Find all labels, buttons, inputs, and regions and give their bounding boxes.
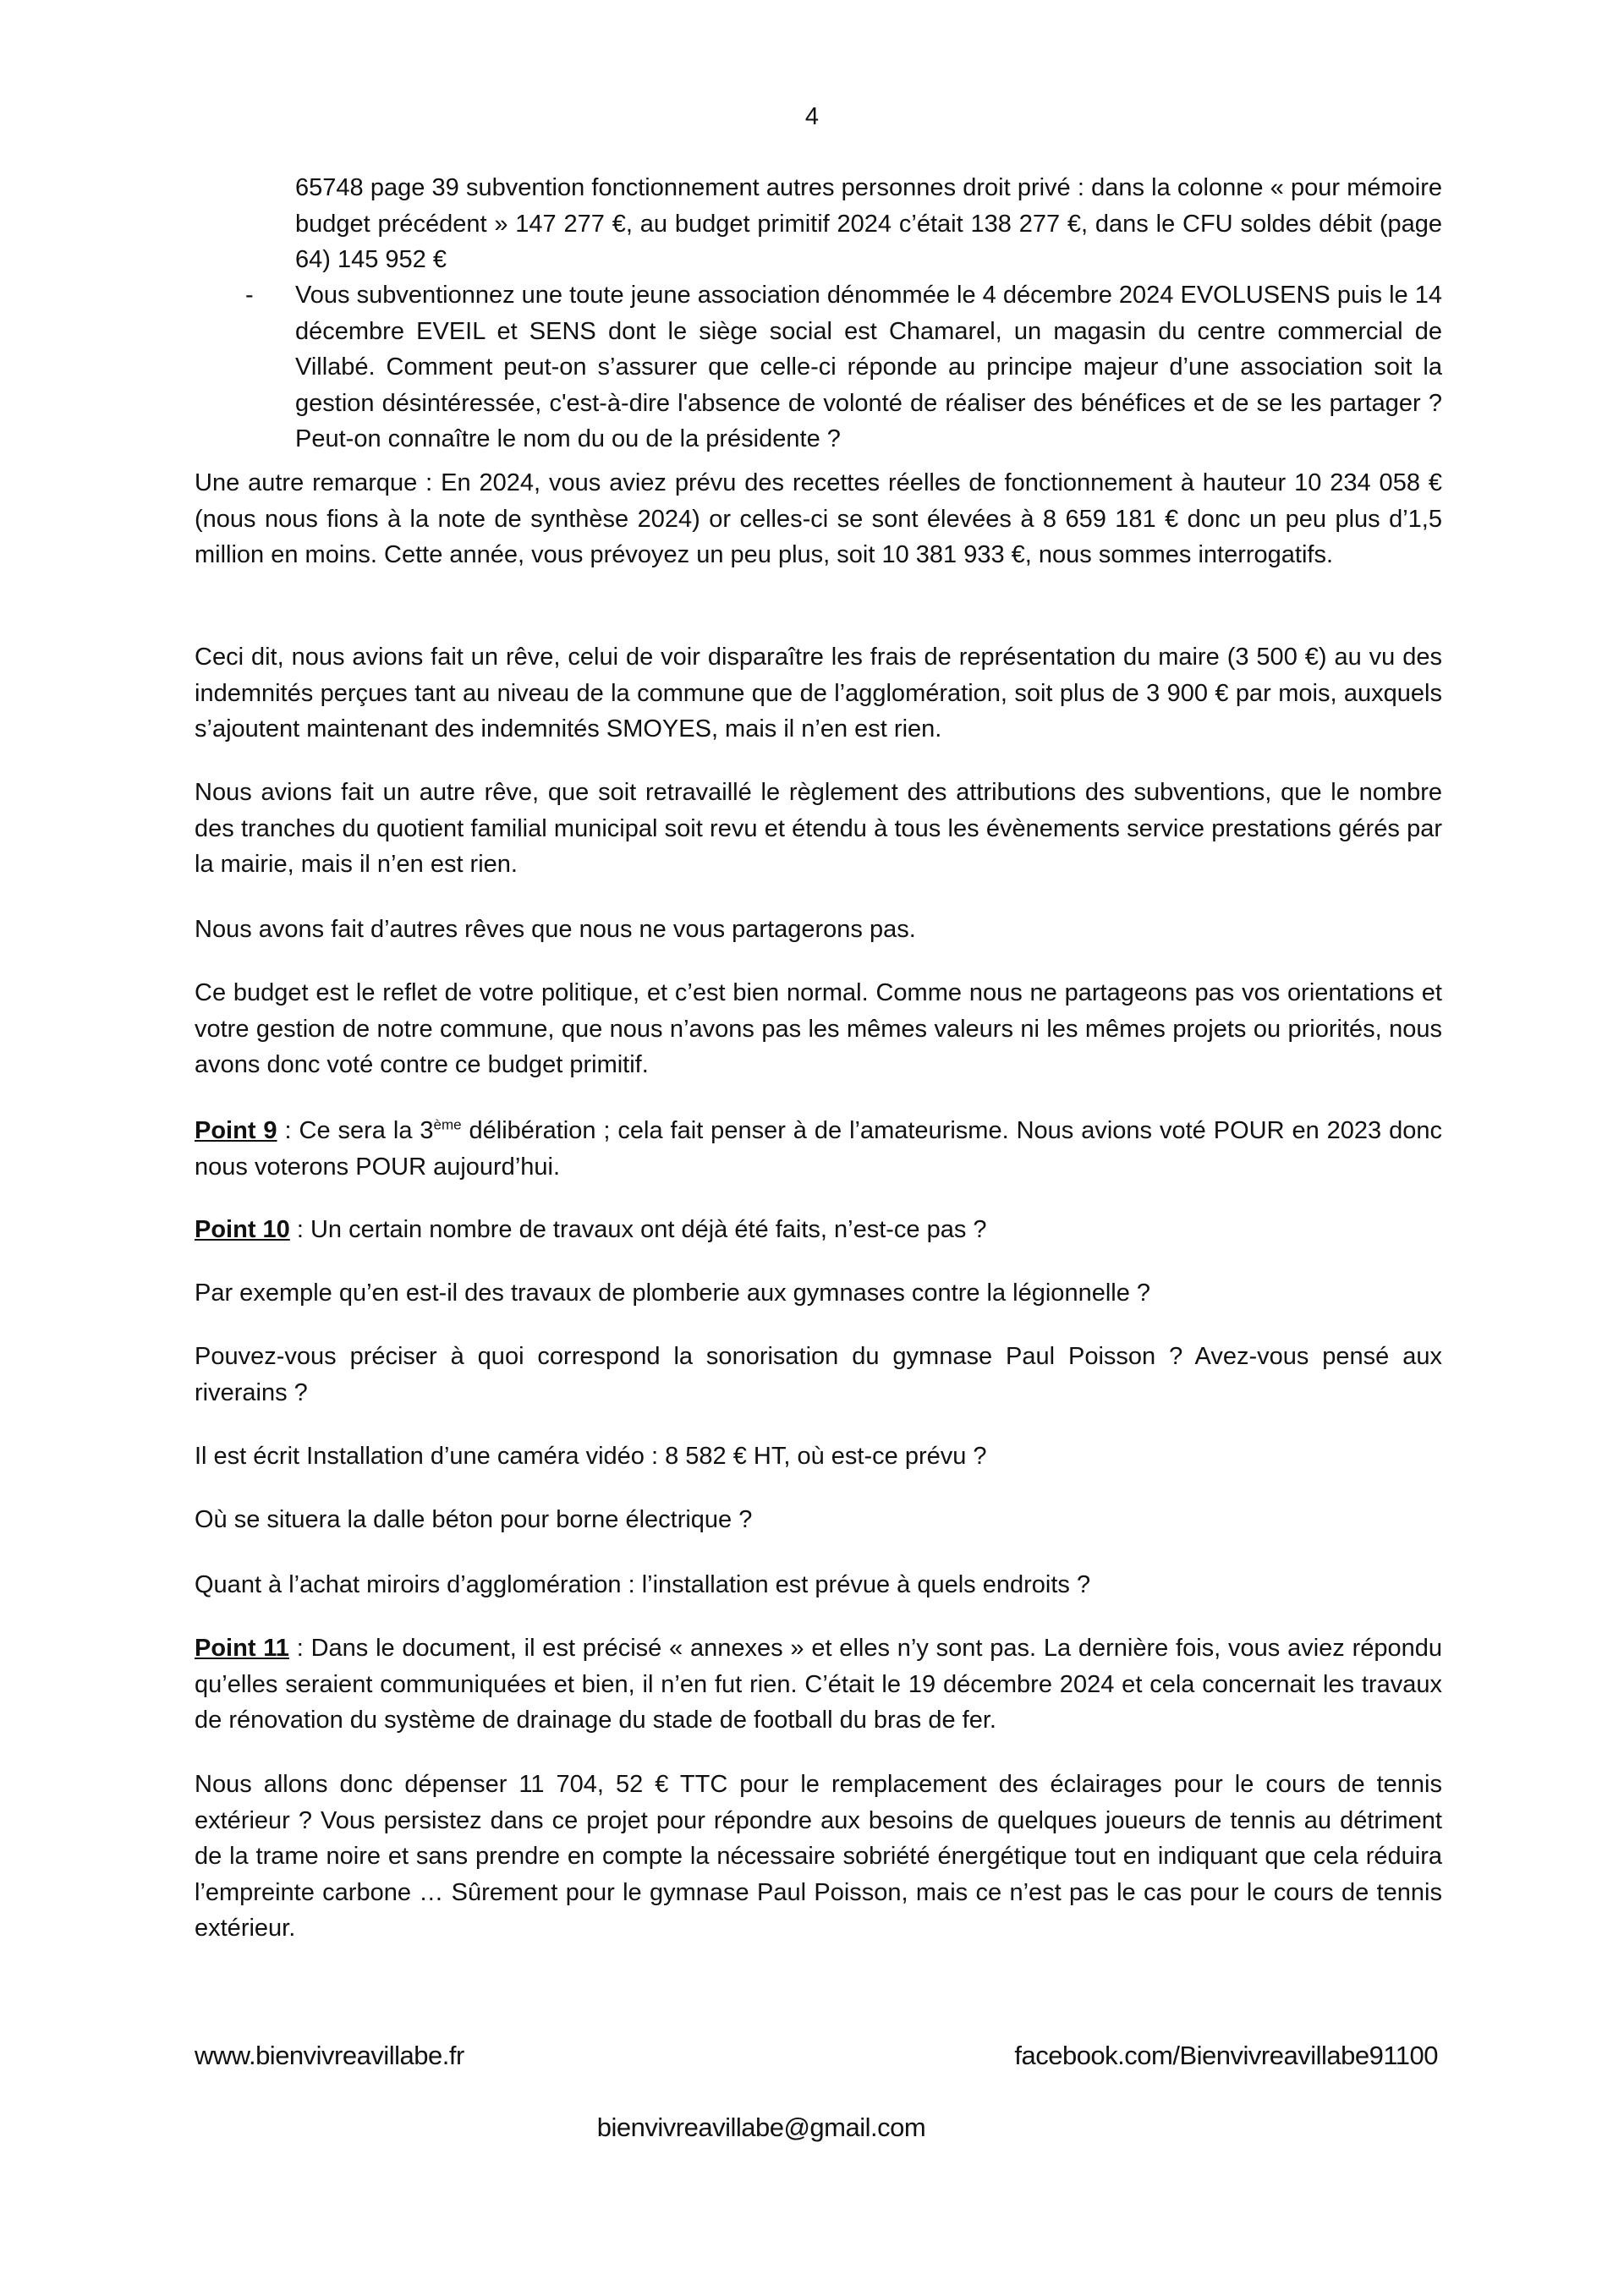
bullet-dash: - [245,282,254,309]
point-text: délibération ; cela fait penser à de l’amateurisme. Nous avions voté POUR en 2023 donc nous voterons POUR aujourd’hui. [195,1117,1443,1181]
footer-facebook-link[interactable]: facebook.com/Bienvivreavillabe91100 [1014,2041,1438,2070]
superscript: ème [433,1116,462,1133]
bullet-item: 65748 page 39 subvention fonctionnement autres personnes droit privé : dans la colonne « pour mémoire budget précédent » 147 277 €, au budget primitif 2024 c’était 138 277 €, dans le CFU soldes débit (page 64) 145 952 € [295,174,1442,274]
paragraph: Une autre remarque : En 2024, vous aviez prévu des recettes réelles de fonctionnement à hauteur 10 234 058 € (nous nous fions à la note de synthèse 2024) or celles-ci se sont élevées à 8 659 181 € donc un peu plus d’1,5 million en moins. Cette année, vous prévoyez un peu plus, soit 10 381 933 €, nous sommes interrogatifs. [195,469,1442,569]
paragraph: Il est écrit Installation d’une caméra vidéo : 8 582 € HT, où est-ce prévu ? [195,1443,987,1470]
paragraph: Nous avions fait un autre rêve, que soit retravaillé le règlement des attributions des subventions, que le nombre des tranches du quotient familial municipal soit revu et étendu à tous les évènements service prestations gérés par la mairie, mais il n’en est rien. [195,779,1442,879]
paragraph: Nous avons fait d’autres rêves que nous ne vous partagerons pas. [195,916,916,943]
point-label: Point 11 [195,1635,289,1662]
bullet-item: Vous subventionnez une toute jeune association dénommée le 4 décembre 2024 EVOLUSENS puis le 14 décembre EVEIL et SENS dont le siège social est Chamarel, un magasin du centre commercial de Villabé. Comment peut-on s’assurer que celle-ci réponde au principe majeur d’une association soit la gestion désintéressée, c'est-à-dire l'absence de volonté de réaliser des bénéfices et de se les partager ? Peut-on connaître le nom du ou de la présidente ? [295,282,1442,453]
point-9-paragraph [195,1113,1442,1185]
page-number: 4 [804,103,820,130]
paragraph: Où se situera la dalle béton pour borne électrique ? [195,1506,753,1533]
point-label: Point 9 [195,1117,277,1144]
point-label: Point 10 [195,1216,290,1243]
point-text: : Un certain nombre de travaux ont déjà été faits, n’est-ce pas ? [289,1216,987,1243]
paragraph: Par exemple qu’en est-il des travaux de plomberie aux gymnases contre la légionnelle ? [195,1280,1151,1307]
footer-email-link[interactable]: bienvivreavillabe@gmail.com [596,2112,926,2142]
point-text: : Dans le document, il est précisé « annexes » et elles n’y sont pas. La dernière fois, vous aviez répondu qu’elles seraient communiquées et bien, il n’en fut rien. C’était le 19 décembre 2024 et cela concernait les travaux de rénovation du système de drainage du stade de football du bras de fer. [195,1635,1442,1734]
paragraph: Quant à l’achat miroirs d’agglomération : l’installation est prévue à quels endroits ? [195,1571,1091,1598]
point-text: : Ce sera la 3 [277,1117,434,1144]
point-10-paragraph [195,1212,1442,1248]
paragraph: Ce budget est le reflet de votre politique, et c’est bien normal. Comme nous ne partageons pas vos orientations et votre gestion de notre commune, que nous n’avons pas les mêmes valeurs ni les mêmes projets ou priorités, nous avons donc voté contre ce budget primitif. [195,979,1442,1079]
paragraph: Ceci dit, nous avions fait un rêve, celui de voir disparaître les frais de représentation du maire (3 500 €) au vu des indemnités perçues tant au niveau de la commune que de l’agglomération, soit plus de 3 900 € par mois, auxquels s’ajoutent maintenant des indemnités SMOYES, mais il n’en est rien. [195,644,1442,743]
paragraph: Pouvez-vous préciser à quoi correspond la sonorisation du gymnase Paul Poisson ? Avez-vous pensé aux riverains ? [195,1343,1442,1406]
point-11-paragraph [195,1630,1442,1739]
footer-website-link[interactable]: www.bienvivreavillabe.fr [195,2041,464,2070]
paragraph: Nous allons donc dépenser 11 704, 52 € TTC pour le remplacement des éclairages pour le cours de tennis extérieur ? Vous persistez dans ce projet pour répondre aux besoins de quelques joueurs de tennis au détriment de la trame noire et sans prendre en compte la nécessaire sobriété énergétique tout en indiquant que cela réduira l’empreinte carbone … Sûrement pour le gymnase Paul Poisson, mais ce n’est pas le cas pour le cours de tennis extérieur. [195,1771,1442,1943]
